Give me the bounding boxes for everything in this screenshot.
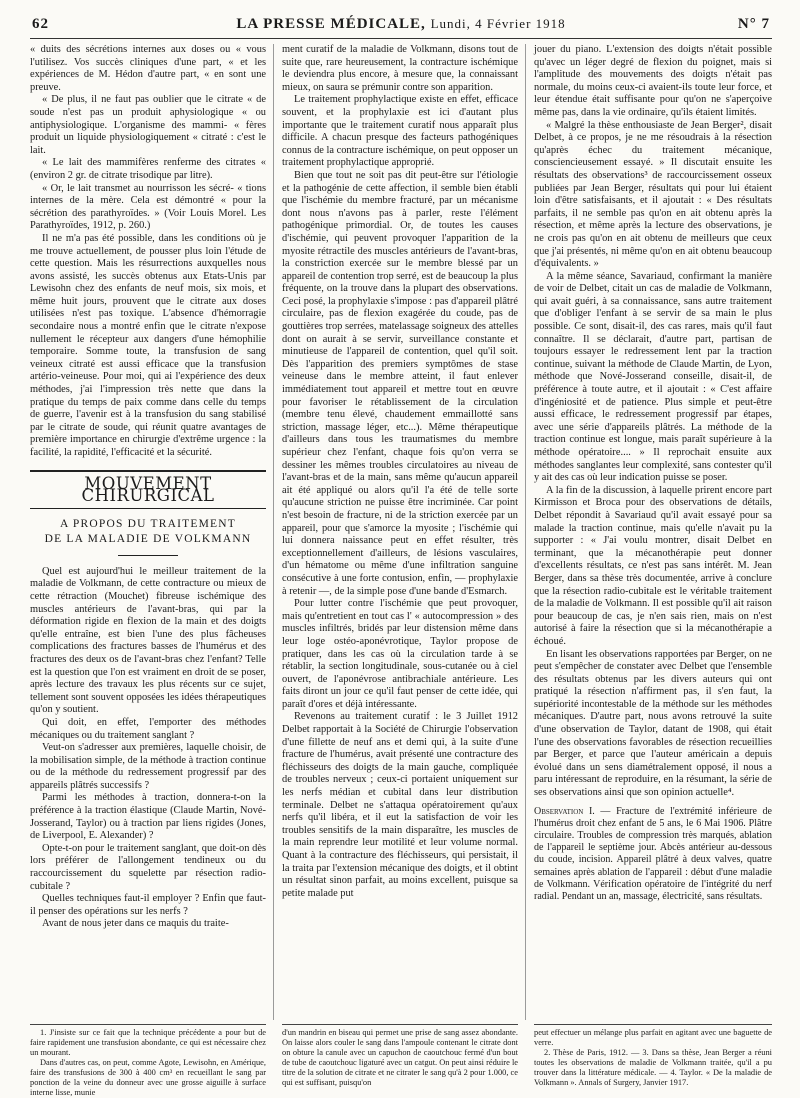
title-rule [118,555,178,556]
footnotes-column-3 [534,1024,772,1087]
column-divider [525,44,526,1020]
paragraph: Avant de nous jeter dans ce maquis du traite- [42,918,229,930]
observation-block [534,806,772,904]
paragraph: Bien que tout ne soit pas dit peut-être sur l'étiologie et la pathogénie de cette affection, il semble bien établi que l'ischémie du membre fracturé, par un mécanisme dont nous n'avons pas à parler, reste l'élément pathogénique primordial. Or, de toutes les causes d'ischémie, qui peuvent provoquer l'apparition de la myosite rétractile des muscles antérieurs de l'avant-bras, la constriction exercée sur le membre blessé par un appareil de contention trop serré, est de beaucoup la plus fréquente, on la trouve dans la plupart des observations. Ceci posé, la prophylaxie s'impose : pas d'appareil plâtré circulaire, pas de flexion exagérée du coude, pas de gouttières trop serrées, matelassage soigneux des attelles dont on aurait à se servir, surveillance constante et minutieuse de l'appareil de contention, quel qu'il soit. Dès l'apparition des premiers symptômes de stase veineuse dans le membre atteint, il faut enlever immédiatement tout appareil et mettre tout en œuvre pour favoriser le rétablissement de la circulation (membre tenu élevé, chaudement emmaillotté sans striction, massage léger, etc...). Même thérapeutique d'ailleurs dans tous les traumatismes du membre supérieur chez l'enfant, chaque fois qu'on verra se dessiner les mêmes troubles circulatoires au niveau de l'avant-bras et de la main, sans même qu'aucun appareil ait été appliqué ou alors qu'il l'a été de telle sorte qu'aucune striction ne puisse être incriminée. Car point n'est besoin de fracture, ni de la striction exercée par un appareil, pour que s'amorce la myosite ; l'ischémie qui lui donnera naissance peut en effet résulter, très exceptionnellement d'ailleurs, de lésions vasculaires, d'un hématome ou même d'une infiltration sanguine consécutive à une forte contusion, enfin, — prophylaxie à retenir —, de la simple pose d'une bande d'Esmarch. [282,169,519,597]
footnote: 2. Thèse de Paris, 1912. — 3. Dans sa thèse, Jean Berger a réuni toutes les observations de maladie de Volkmann traitée, qu'il a pu trouver dans la littérature médicale. — 4. Taylor. « De la maladie de Volkmann ». Annals of Surgery, Janvier 1917. [534,1048,772,1087]
article-title-line-1: A PROPOS DU TRAITEMENT [59,517,237,530]
paragraph: Quel est aujourd'hui le meilleur traitement de la maladie de Volkmann, de cette contracture ou mieux de cette rétraction (Mouchet) fibreuse ischémique des muscles antérieurs de l'avant-bras, qui par la déformation rigide en flexion de la main et des doigts qu'elle entraîne, est bien l'une des plus fâcheuses complications des fractures basses de l'humérus et des fractures des deux os de l'avant-bras chez l'enfant? Telle est la question que l'on est vraiment en droit de se poser, après lecture des travaux les plus récents sur ce sujet, tellement sont souvent opposées les idées thérapeutiques qu'on y soutient. [30,565,266,716]
column-3 [534,44,772,1020]
footnote: d'un mandrin en biseau qui permet une prise de sang assez abondante. On laisse alors couler le sang dans l'ampoule contenant le citrate dont on obture la canule avec un capuchon de caoutchouc fermé d'un bout de tube de caoutchouc ligaturé avec un catgut. On peut ainsi réduire le titre de la solution de citrate et ne citrater le sang qu'à 2 pour 1.000, ce qui est suffisant, puisqu'on [282,1028,518,1087]
paragraph: « De plus, il ne faut pas oublier que le citrate « de soude n'est pas un produit aphysiologique « ou antiphysiologique. L'organisme des mammi- « fères produit un liquide physiologiquement « citraté : c'est le lait. [30,94,266,156]
journal-name: LA PRESSE MÉDICALE, [236,16,426,32]
paragraph: « duits des sécrétions internes aux doses ou « vous l'utilisez. Vos succès cliniques d'une part, « et les expériences de M. Hédon d'autre part, « en sont une preuve. [30,44,266,93]
paragraph: Veut-on s'adresser aux premières, laquelle choisir, de la mobilisation simple, de la méthode à traction continue ou de la méthode du redressement progressif par des appareils plâtrés successifs ? [30,742,266,791]
column-1 [30,44,266,1020]
observation-label: Observation I. [534,805,595,817]
observation-text: — Fracture de l'extrémité inférieure de l'humérus droit chez enfant de 5 ans, le 6 Mai 1906. Plâtre circulaire. Troubles de compression très marqués, ablation de l'appareil le septième jour. Abcès antérieur au-dessous du coude, incision. Appareil plâtré à deux valves, quatre semaines après ablation de l'appareil : début d'une maladie de Volkmann. Vérification opératoire de l'intégrité du nerf radial. Pendant un an, massage, électricité, sans résultats. [534,805,772,903]
journal-title [30,16,772,33]
page-number: 62 [32,16,49,32]
article-title-line-2: DE LA MALADIE DE VOLKMANN [44,532,252,545]
issue-number: N° 7 [737,16,770,32]
paragraph: Qui doit, en effet, l'emporter des méthodes mécaniques ou du traitement sanglant ? [30,716,266,741]
footnote: peut effectuer un mélange plus parfait en agitant avec une baguette de verre. [534,1028,772,1047]
footnotes-column-1 [30,1024,266,1097]
footnote: 1. J'insiste sur ce fait que la technique précédente a pour but de faire rapidement une transfusion abondante, ce qui est nécessaire chez un mourant. [30,1028,266,1057]
column-divider [273,44,274,1020]
section-heading: MOUVEMENT CHIRURGICAL [30,470,266,509]
issue-date: Lundi, 4 Février 1918 [430,16,566,31]
paragraph: Parmi les méthodes à traction, donnera-t-on la préférence à la traction élastique (Claude Martin, Nové-Josserand, Taylor) ou à traction par liens rigides (Jones, de Liverpool, E. Alexander) ? [30,792,266,842]
paragraph: A la même séance, Savariaud, confirmant la manière de voir de Delbet, citait un cas de maladie de Volkmann, qui avait guéri, à sa connaissance, sans autre traitement que d'obliger l'enfant à se servir de sa main le plus possible. Ce sont, disait-il, des cas rares, mais qu'il faut connaître. Il se déclarait, d'autre part, partisan de toujours essayer le redressement lent par la traction continue, suivant la méthode de Claude Martin, de Lyon, méthode que Nové-Josserand conseille, disait-il, de préférence à toute autre, et il ajoutait : « C'est affaire d'ingéniosité et de patience. Plus simple et peut-être aussi efficace, le redressement progressif par étapes, avec une série d'appareils plâtrés. La méthode de la traction continue est longue, mais paraît supérieure à la méthode opératoire.... » Il reprochait ensuite aux méthodes sanglantes leur complexité, sans contester qu'il y ait des cas où leur indication puisse se poser. [534,270,772,484]
paragraph: Revenons au traitement curatif : le 3 Juillet 1912 Delbet rapportait à la Société de Chirurgie l'observation d'une fillette de neuf ans et demi qui, à la suite d'une fracture de l'humérus, avait présenté une contracture des fléchisseurs des doigts de la main gauche, compliquée de troubles nerveux ; ceux-ci portaient uniquement sur les nerfs médian et cubital dans leur distribution terminale. Delbet ne s'attaqua opératoirement qu'aux nerfs qu'il libéra, et il eut la satisfaction de voir les troubles sensitifs de la main disparaître, les muscles de la main reprendre leur motilité et leur volume normal. Quant à la contracture des fléchisseurs, qui persistait, il la traita par l'extension mécanique des doigts, et il obtint un résultat sinon parfait, au moins excellent, puisque sa petite malade put [282,711,518,899]
paragraph: « Malgré la thèse enthousiaste de Jean Berger², disait Delbet, à ce propos, je ne me résoudrais à la résection qu'après échec du traitement mécanique, consciencieusement essayé. » Il discutait ensuite les résultats des observations³ de raccourcissement osseux publiées par Jean Berger, résultats qui pour lui étaient loin d'être satisfaisants, et il ajoutait : « Des résultats parfaits, il ne semble pas qu'on en ait obtenu après la résection, et même après la lecture des observations, je ne crois pas qu'on en ait obtenu de meilleurs que ceux que j'ai présentés, ni même qu'on en ait obtenu beaucoup d'équivalents. » [534,119,772,270]
paragraph: Le traitement prophylactique existe en effet, efficace souvent, et la prophylaxie est ici d'autant plus importante que le traitement curatif nous apparaît plus difficile. A chacun presque des facteurs pathogéniques connus de la contracture ischémique, on peut opposer un traitement prophylactique approprié. [282,94,518,169]
paragraph: jouer du piano. L'extension des doigts n'était possible qu'avec un léger degré de flexion du poignet, mais si l'amplitude des mouvements des doigts n'était pas normale, du moins ceux-ci avaient-ils toute leur force, et leur étendue était suffisante pour qu'on ne s'aperçoive même pas, dans la vie ordinaire, qu'ils étaient limités. [534,44,772,118]
paragraph: Quelles techniques faut-il employer ? Enfin que faut-il penser des opérations sur les nerfs ? [30,893,266,917]
paragraph: A la fin de la discussion, à laquelle prirent encore part Kirmisson et Broca pour des observations de détails, Delbet répondit à Savariaud qu'il avait essayé pour sa malade la traction continue, mais qu'elle n'avait pu la supporter : « J'ai voulu montrer, disait Delbet en terminant, que la mécanothérapie peut donner d'excellents résultats, ce n'est pas sans intérêt. M. Jean Berger, dans sa thèse très documentée, arrive à conclure que la résection radio-cubitale est le véritable traitement de la maladie de Volkmann. Il est possible qu'il ait raison pour beaucoup de cas, je n'en sais rien, mais on n'est autorisé à faire la résection que si la mécanothérapie a échoué. [534,484,772,647]
paragraph: ment curatif de la maladie de Volkmann, disons tout de suite que, rare heureusement, la contracture ischémique le deviendra plus encore, à mesure que, la connaissant mieux, on saura se prémunir contre son apparition. [282,44,518,93]
paragraph: Il ne m'a pas été possible, dans les conditions où je me trouve actuellement, de pousser plus loin l'étude de cette question. Mais les résurrections auxquelles nous avons assisté, les succès obtenus aux Etats-Unis par Lewisohn chez des enfants de neuf mois, six mois, et même huit jours, prouvent que le citrate aux doses utilisées n'est pas toxique. L'absence d'hémorragie secondaire nous a montré enfin que le citrate n'expose nullement le récepteur aux dangers d'une hémophilie temporaire. Somme toute, la transfusion de sang veineux citraté est aussi efficace que la transfusion artério-veineuse. Pour moi, qui ai l'expérience des deux méthodes, j'ai l'impression très nette que dans la pratique du temps de paix comme dans celle du temps de guerre, l'avenir est à la transfusion du sang stabilisé par le citrate de soude, qui réunit quatre avantages de première importance en chirurgie d'extrême urgence : la facilité, la rapidité, l'efficacité et la sécurité. [30,232,266,458]
page-header [30,14,772,39]
article-title [30,517,266,547]
paragraph: « Or, le lait transmet au nourrisson les sécré- « tions internes de la mère. Cela est démontré « pour la sécrétion des parathyroïdes. » (Voir Louis Morel. Les Parathyroïdes, 1912, p. 260.) [30,182,266,232]
paragraph: Pour lutter contre l'ischémie que peut provoquer, mais qu'entretient en tout cas l' « autocompression » des muscles infiltrés, bridés par leur distension même dans leur loge ostéo-aponévrotique, Taylor propose de pratiquer, dans les cas où la circulation tarde à se rétablir, la section longitudinale, sous-cutanée ou à ciel ouvert, de l'aponévrose antibrachiale antérieure. Les faits diront un jour ce qu'il faut penser de cette idée, qui paraît d'ores et déjà intéressante. [282,598,518,710]
paragraph: « Le lait des mammifères renferme des citrates « (environ 2 gr. de citrate trisodique par litre). [30,157,266,181]
paragraph: En lisant les observations rapportées par Berger, on ne peut s'empêcher de constater avec Delbet que l'ensemble des résultats obtenus par les divers auteurs qui ont pratiqué la résection n'affirment pas, il s'en faut, la supériorité incontestable de la méthode sur les méthodes mécaniques. D'autre part, nous avons retrouvé la suite d'une observation de Taylor, datant de 1908, qui était l'une des observations favorables de résection recueillies par Berger, et parce que l'auteur américain a depuis évolué dans un sens diamétralement opposé, il nous a paru intéressant de reproduire, en la résumant, la série de ses observations ainsi que son opinion actuelle⁴. [534,648,772,799]
footnote: Dans d'autres cas, on peut, comme Agote, Lewisohn, en Amérique, faire des transfusions de 300 à 400 cm³ en recueillant le sang par ponction de la veine du donneur avec une grosse aiguille à surface interne lisse, munie [30,1058,266,1097]
paragraph: Opte-t-on pour le traitement sanglant, que doit-on dès lors préférer de l'allongement tendineux ou du raccourcissement du squelette par résection radio-cubitale ? [30,842,266,892]
footnotes-column-2 [282,1024,518,1087]
column-2 [282,44,518,1020]
